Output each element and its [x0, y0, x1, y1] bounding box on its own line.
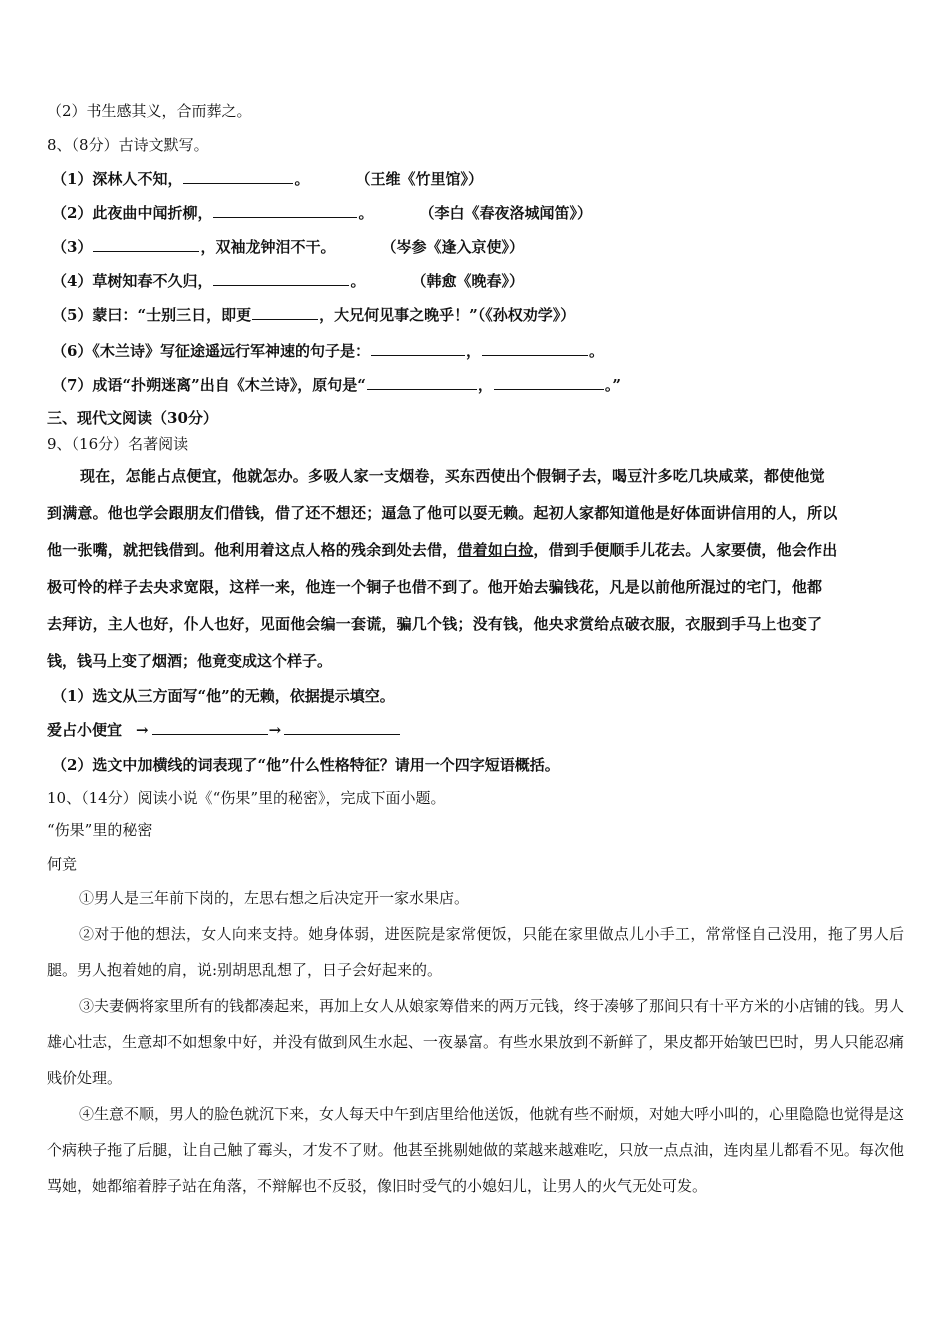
q8-item-3: [52, 237, 524, 257]
q8-2-end: 。: [358, 204, 374, 222]
story-paragraph-1: ①男人是三年前下岗的，左思右想之后决定开一家水果店。: [79, 889, 470, 907]
underlined-phrase: 借着如白捡: [457, 541, 534, 559]
arrow-right-icon: →: [268, 721, 282, 739]
q8-4-text: （4）草树知春不久归，: [52, 272, 213, 290]
q8-6-end: 。: [588, 342, 604, 360]
q7-answer-line: （2）书生感其义，合而葬之。: [47, 102, 252, 120]
q8-item-6: [52, 341, 604, 361]
q8-6-blank-2[interactable]: [482, 341, 588, 356]
q9-chain-blank-1[interactable]: [152, 720, 268, 735]
q9-chain-start: 爱占小便宜: [47, 721, 123, 739]
q9-passage-line-2: 到满意。他也学会跟朋友们借钱，借了还不想还；逼急了他可以耍无赖。起初人家都知道他是好体面讲信用的人，所以: [47, 504, 838, 522]
q8-7-text: （7）成语“扑朔迷离”出自《木兰诗》，原句是“: [52, 376, 366, 394]
q8-4-blank[interactable]: [213, 271, 349, 286]
q9-p3-text-a: 他一张嘴，就把钱借到。他利用着这点人格的残余到处去借，: [47, 541, 458, 559]
q8-4-source: （韩愈《晚春》）: [411, 272, 524, 290]
q8-item-2: [52, 203, 592, 223]
q8-3-text: （3）: [52, 238, 93, 256]
story-paragraph-3: ③夫妻俩将家里所有的钱都凑起来，再加上女人从娘家筹借来的两万元钱，终于凑够了那间只有十平方米的小店铺的钱。男人雄心壮志，生意却不如想象中好，并没有做到风生水起、一夜暴富。有些水果放到不新鲜了，果皮都开始皱巴巴时，男人只能忍痛贱价处理。: [47, 997, 905, 1087]
q9-passage-line-4: 极可怜的样子去央求宽限，这样一来，他连一个铜子也借不到了。他开始去骗钱花，凡是以前他所混过的宅门，他都: [47, 578, 823, 596]
q8-2-blank[interactable]: [213, 203, 357, 218]
q8-7-blank-2[interactable]: [494, 375, 604, 390]
q8-3-blank[interactable]: [93, 237, 199, 252]
q8-7-comma: ，: [477, 376, 493, 394]
q9-title: [47, 434, 188, 454]
q9-p3-text-b: ，借到手便顺手儿花去。人家要债，他会作出: [533, 541, 838, 559]
q8-item-5: [52, 305, 575, 325]
q8-3-source: （岑参《逢入京使》）: [381, 238, 524, 256]
q9-passage-line-6: 钱，钱马上变了烟酒；他竟变成这个样子。: [47, 652, 333, 670]
q9-sub-1: （1）选文从三方面写“他”的无赖，依据提示填空。: [52, 687, 395, 705]
q8-5-end: ，大兄何见事之晚乎！”（《孙权劝学》）: [319, 306, 576, 324]
q8-6-text: （6）《木兰诗》写征途遥远行军神速的句子是：: [52, 342, 370, 360]
q9-chain-blank-2[interactable]: [284, 720, 400, 735]
story-title: “伤果”里的秘密: [47, 821, 153, 839]
q9-passage-line-5: 去拜访，主人也好，仆人也好，见面他会编一套谎，骗几个钱；没有钱，他央求赏给点破衣服，衣服到手马上也变了: [47, 615, 823, 633]
q8-item-7: [52, 375, 621, 395]
story-body: [47, 880, 904, 1204]
q8-4-end: 。: [350, 272, 366, 290]
q10-title: 10、（14分）阅读小说《“伤果”里的秘密》，完成下面小题。: [47, 789, 446, 807]
q8-1-source: （王维《竹里馆》）: [355, 170, 483, 188]
q9-passage-line-3: [47, 540, 837, 560]
q8-item-4: [52, 271, 524, 291]
q8-5-text: （5）蒙曰：“士别三日，即更: [52, 306, 252, 324]
q8-2-source: （李白《春夜洛城闻笛》）: [419, 204, 592, 222]
story-paragraph-2: ②对于他的想法，女人向来支持。她身体弱，进医院是家常便饭，只能在家里做点儿小手工，常常怪自己没用，拖了男人后腿。男人抱着她的肩，说:别胡思乱想了，日子会好起来的。: [47, 925, 904, 979]
q8-title: [47, 135, 209, 155]
story-paragraph-4: ④生意不顺，男人的脸色就沉下来，女人每天中午到店里给他送饭，他就有些不耐烦，对她大呼小叫的，心里隐隐也觉得是这个病秧子拖了后腿，让自己触了霉头，才发不了财。他甚至挑剔她做的菜越来越难吃，只放一点点油，连肉星儿都看不见。每次他骂她，她都缩着脖子站在角落，不辩解也不反驳，像旧时受气的小媳妇儿，让男人的火气无处可发。: [47, 1105, 905, 1195]
q8-title-text: 8、（8分）古诗文默写。: [47, 136, 209, 154]
q8-5-blank[interactable]: [252, 305, 318, 320]
q8-6-comma: ，: [465, 342, 481, 360]
q8-7-end: 。”: [604, 376, 621, 394]
story-author: 何竞: [47, 855, 78, 873]
q8-item-1: [52, 169, 483, 189]
q8-2-text: （2）此夜曲中闻折柳，: [52, 204, 213, 222]
q9-title-text: 9、（16分）名著阅读: [47, 435, 189, 453]
q8-3-end: ，双袖龙钟泪不干。: [200, 238, 336, 256]
q9-fill-chain: [47, 720, 401, 740]
q8-7-blank-1[interactable]: [367, 375, 477, 390]
section-3-heading: 三、现代文阅读（30分）: [47, 409, 218, 427]
arrow-right-icon: →: [136, 721, 149, 739]
q8-1-end: 。: [294, 170, 310, 188]
q8-1-text: （1）深林人不知，: [52, 170, 183, 188]
q8-6-blank-1[interactable]: [371, 341, 465, 356]
q9-sub-2: （2）选文中加横线的词表现了“他”什么性格特征？请用一个四字短语概括。: [52, 756, 560, 774]
q9-passage-line-1: 现在，怎能占点便宜，他就怎办。多吸人家一支烟卷，买东西使出个假铜子去，喝豆汁多吃几块咸菜，都使他觉: [80, 467, 825, 485]
q8-1-blank[interactable]: [183, 169, 293, 184]
